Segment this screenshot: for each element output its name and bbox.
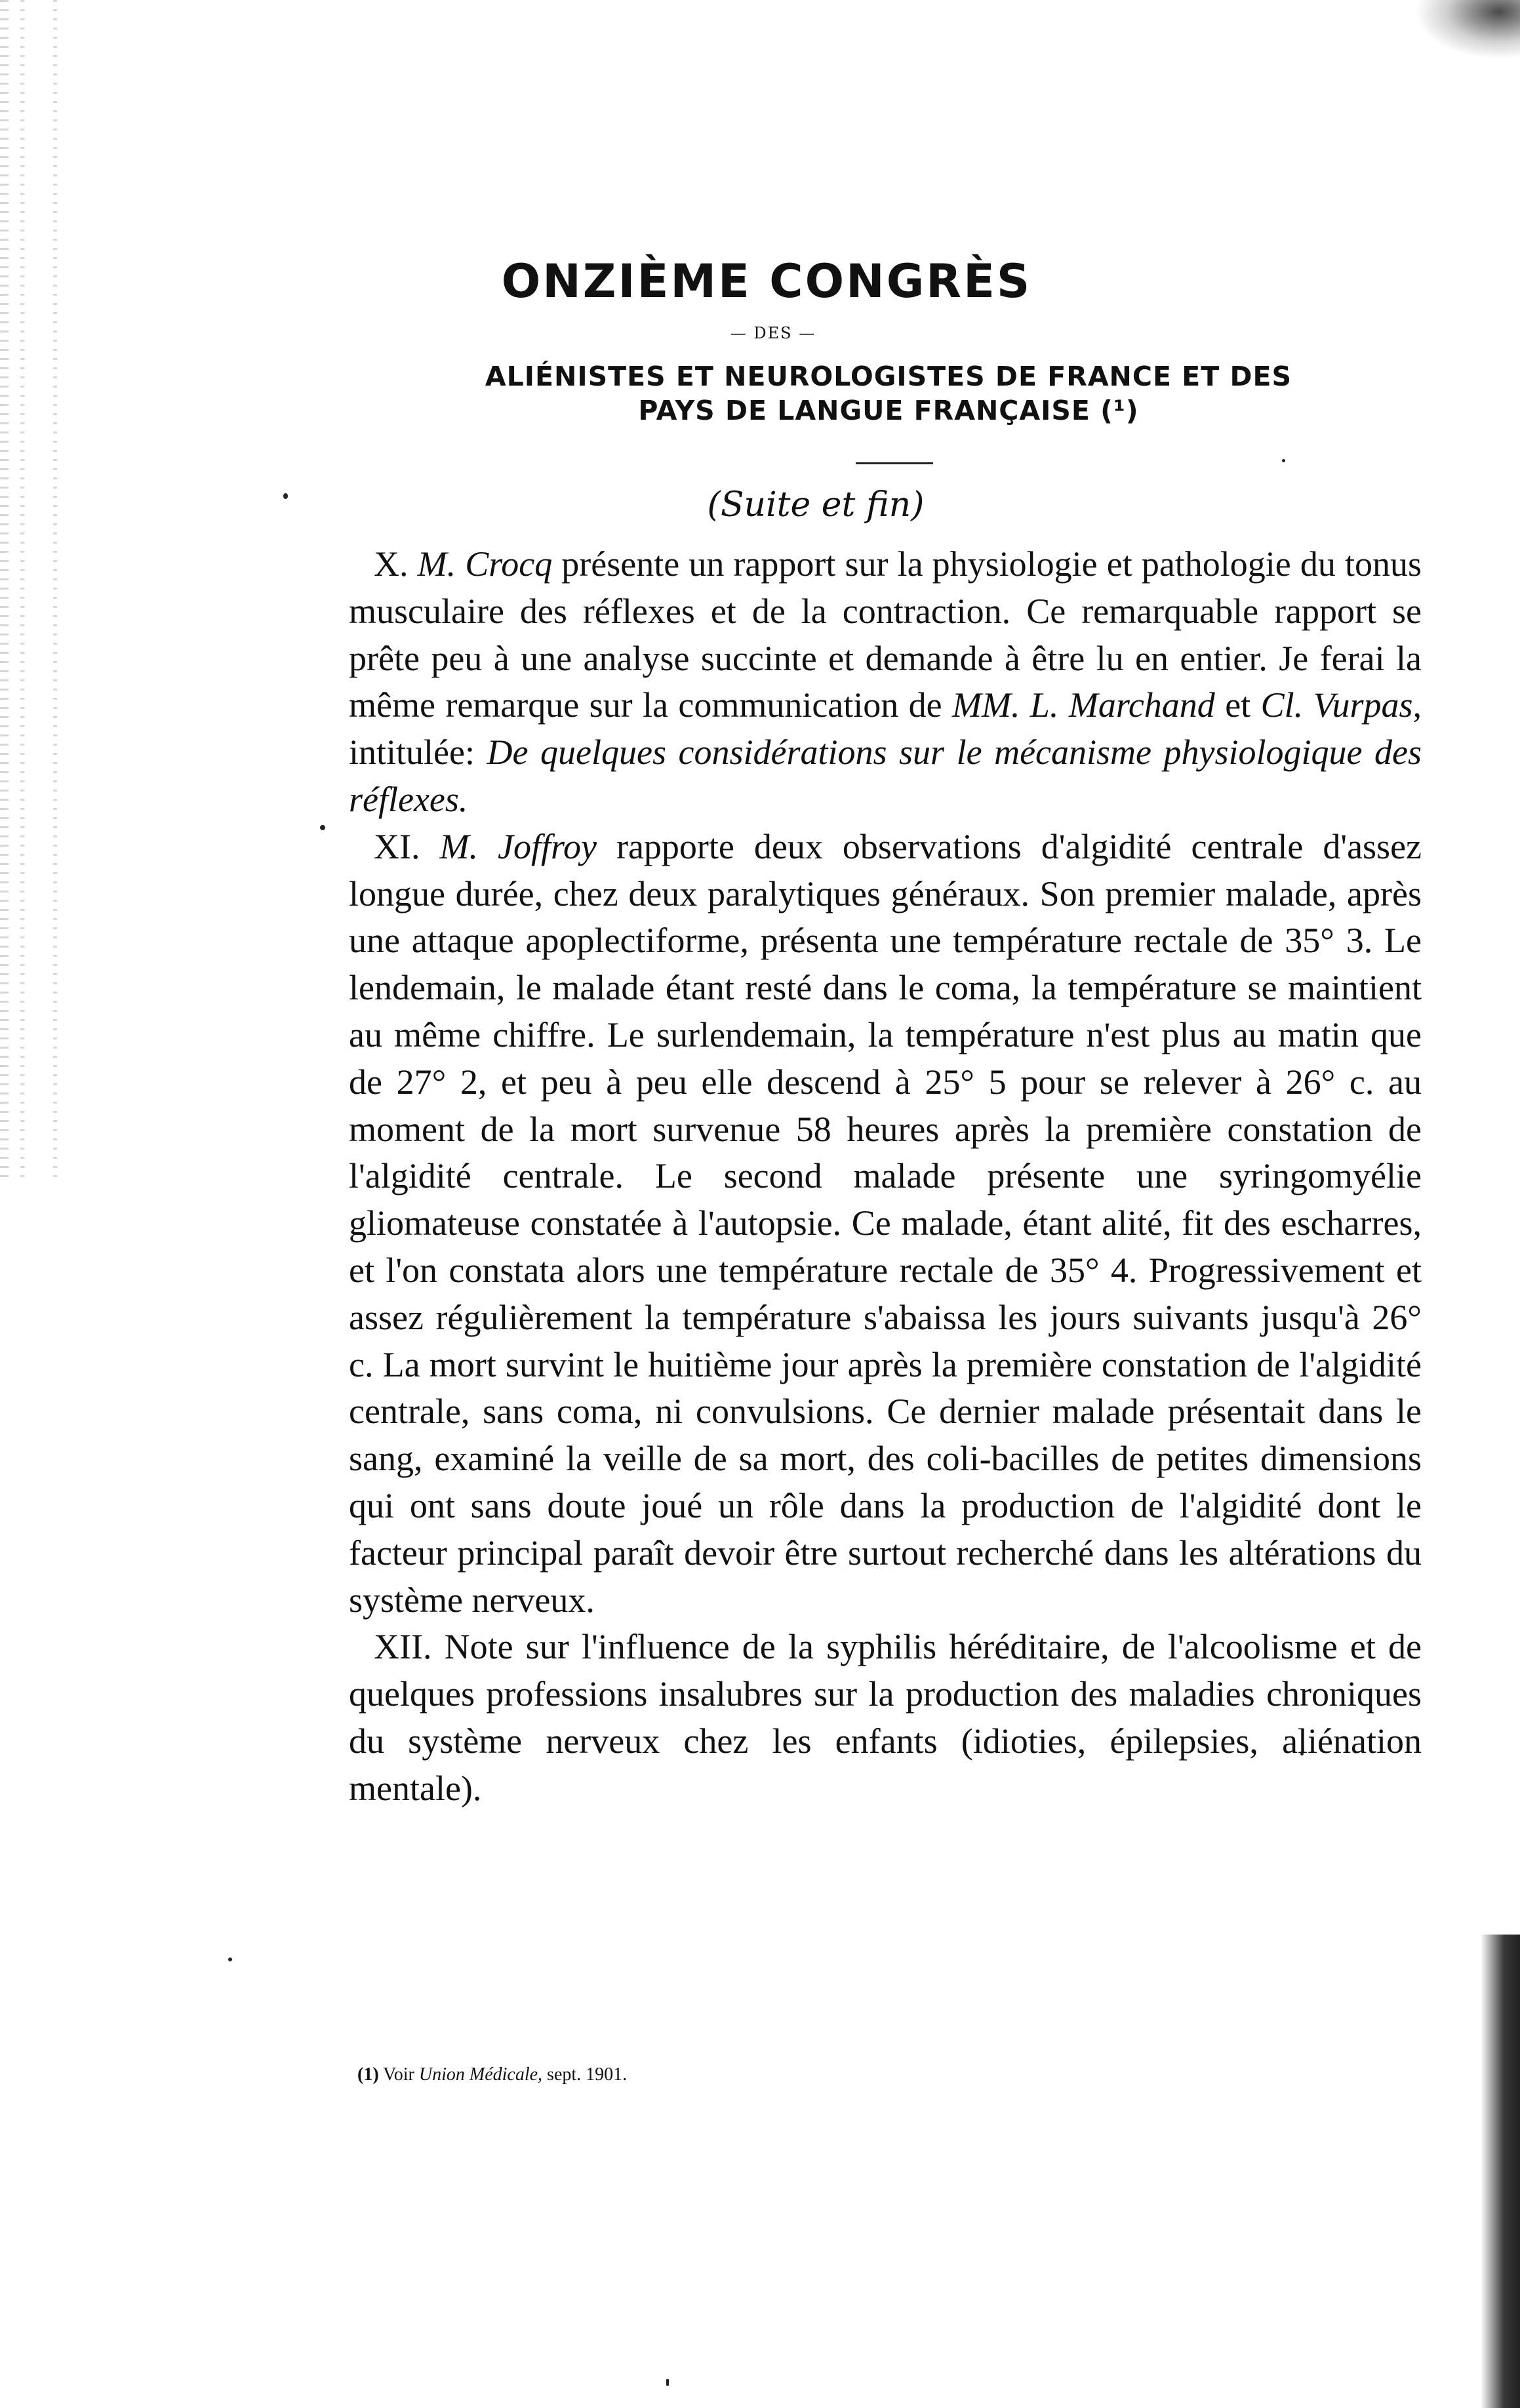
paragraph-text: présente un rapport sur la physiologie et pathologie du tonus musculaire des réflexes et de la contraction. Ce remarquable rapport se prête peu à une analyse succinte et demande à être lu en entier. Je ferai la même remarque sur la communication de	[349, 544, 1422, 725]
footnote-text: Voir	[378, 2064, 419, 2085]
footnote	[357, 2064, 627, 2085]
article-body	[349, 541, 1422, 1813]
title-connector: — DES —	[730, 324, 816, 342]
scan-speck	[666, 2379, 669, 2386]
scan-speck	[1282, 459, 1285, 462]
paragraph-x	[349, 541, 1422, 824]
title-divider	[856, 462, 933, 464]
scan-speck	[228, 1957, 232, 1961]
section-number: X.	[374, 544, 409, 584]
author-name: M. Joffroy	[439, 826, 597, 866]
scan-corner-noise	[1415, 0, 1520, 59]
paragraph-xii	[349, 1624, 1422, 1812]
author-name: Cl. Vurpas,	[1260, 685, 1422, 725]
section-number: XII.	[374, 1627, 432, 1667]
scan-margin-noise-left	[0, 0, 66, 1180]
footnote-date: sept. 1901.	[542, 2064, 628, 2085]
work-title: De quelques considérations sur le mécanisme physiologique des réflexes.	[349, 732, 1422, 819]
scan-speck	[320, 825, 325, 830]
subtitle-line-1: ALIÉNISTES ET NEUROLOGISTES DE FRANCE ET DES	[485, 361, 1292, 392]
section-number: XI.	[374, 826, 420, 866]
journal-name: Union Médicale,	[418, 2064, 543, 2085]
author-name: M. Crocq	[417, 544, 553, 584]
paragraph-text: Note sur l'influence de la syphilis héréditaire, de l'alcoolisme et de quelques professions insalubres sur la production des maladies chroniques du système nerveux chez les enfants (idioties, épilepsies, aliénation mentale).	[349, 1627, 1422, 1808]
paragraph-text: intitulée:	[349, 732, 487, 773]
page-subtitle	[348, 359, 1430, 428]
paragraph-xi	[349, 824, 1422, 1624]
paragraph-text: et	[1214, 685, 1261, 725]
subtitle-line-2: PAYS DE LANGUE FRANÇAISE (¹)	[638, 395, 1139, 426]
scan-margin-shadow-right	[1481, 1935, 1520, 2408]
continuation-note: (Suite et fin)	[707, 485, 925, 525]
author-name: MM. L. Marchand	[952, 685, 1215, 725]
page-title: ONZIÈME CONGRÈS	[501, 254, 1032, 308]
paragraph-text: rapporte deux observations d'algidité centrale d'assez longue durée, chez deux paralytiques généraux. Son premier malade, après une attaque apoplectiforme, présenta une température rectale de 35° 3. Le lendemain, le malade étant resté dans le coma, la température se maintient au même chiffre. Le surlendemain, la température n'est plus au matin que de 27° 2, et peu à peu elle descend à 25° 5 pour se relever à 26° c. au moment de la mort survenue 58 heures après la première constation de l'algidité centrale. Le second malade présente une syringomyélie gliomateuse constatée à l'autopsie. Ce malade, étant alité, fit des escharres, et l'on constata alors une température rectale de 35° 4. Progressivement et assez régulièrement la température s'abaissa les jours suivants jusqu'à 26° c. La mort survint le huitième jour après la première constation de l'algidité centrale, sans coma, ni convulsions. Ce dernier malade présentait dans le sang, examiné la veille de sa mort, des coli-bacilles de petites dimensions qui ont sans doute joué un rôle dans la production de l'algidité dont le facteur principal paraît devoir être surtout recherché dans les altérations du système nerveux.	[349, 826, 1422, 1620]
footnote-marker: (1)	[357, 2064, 379, 2085]
